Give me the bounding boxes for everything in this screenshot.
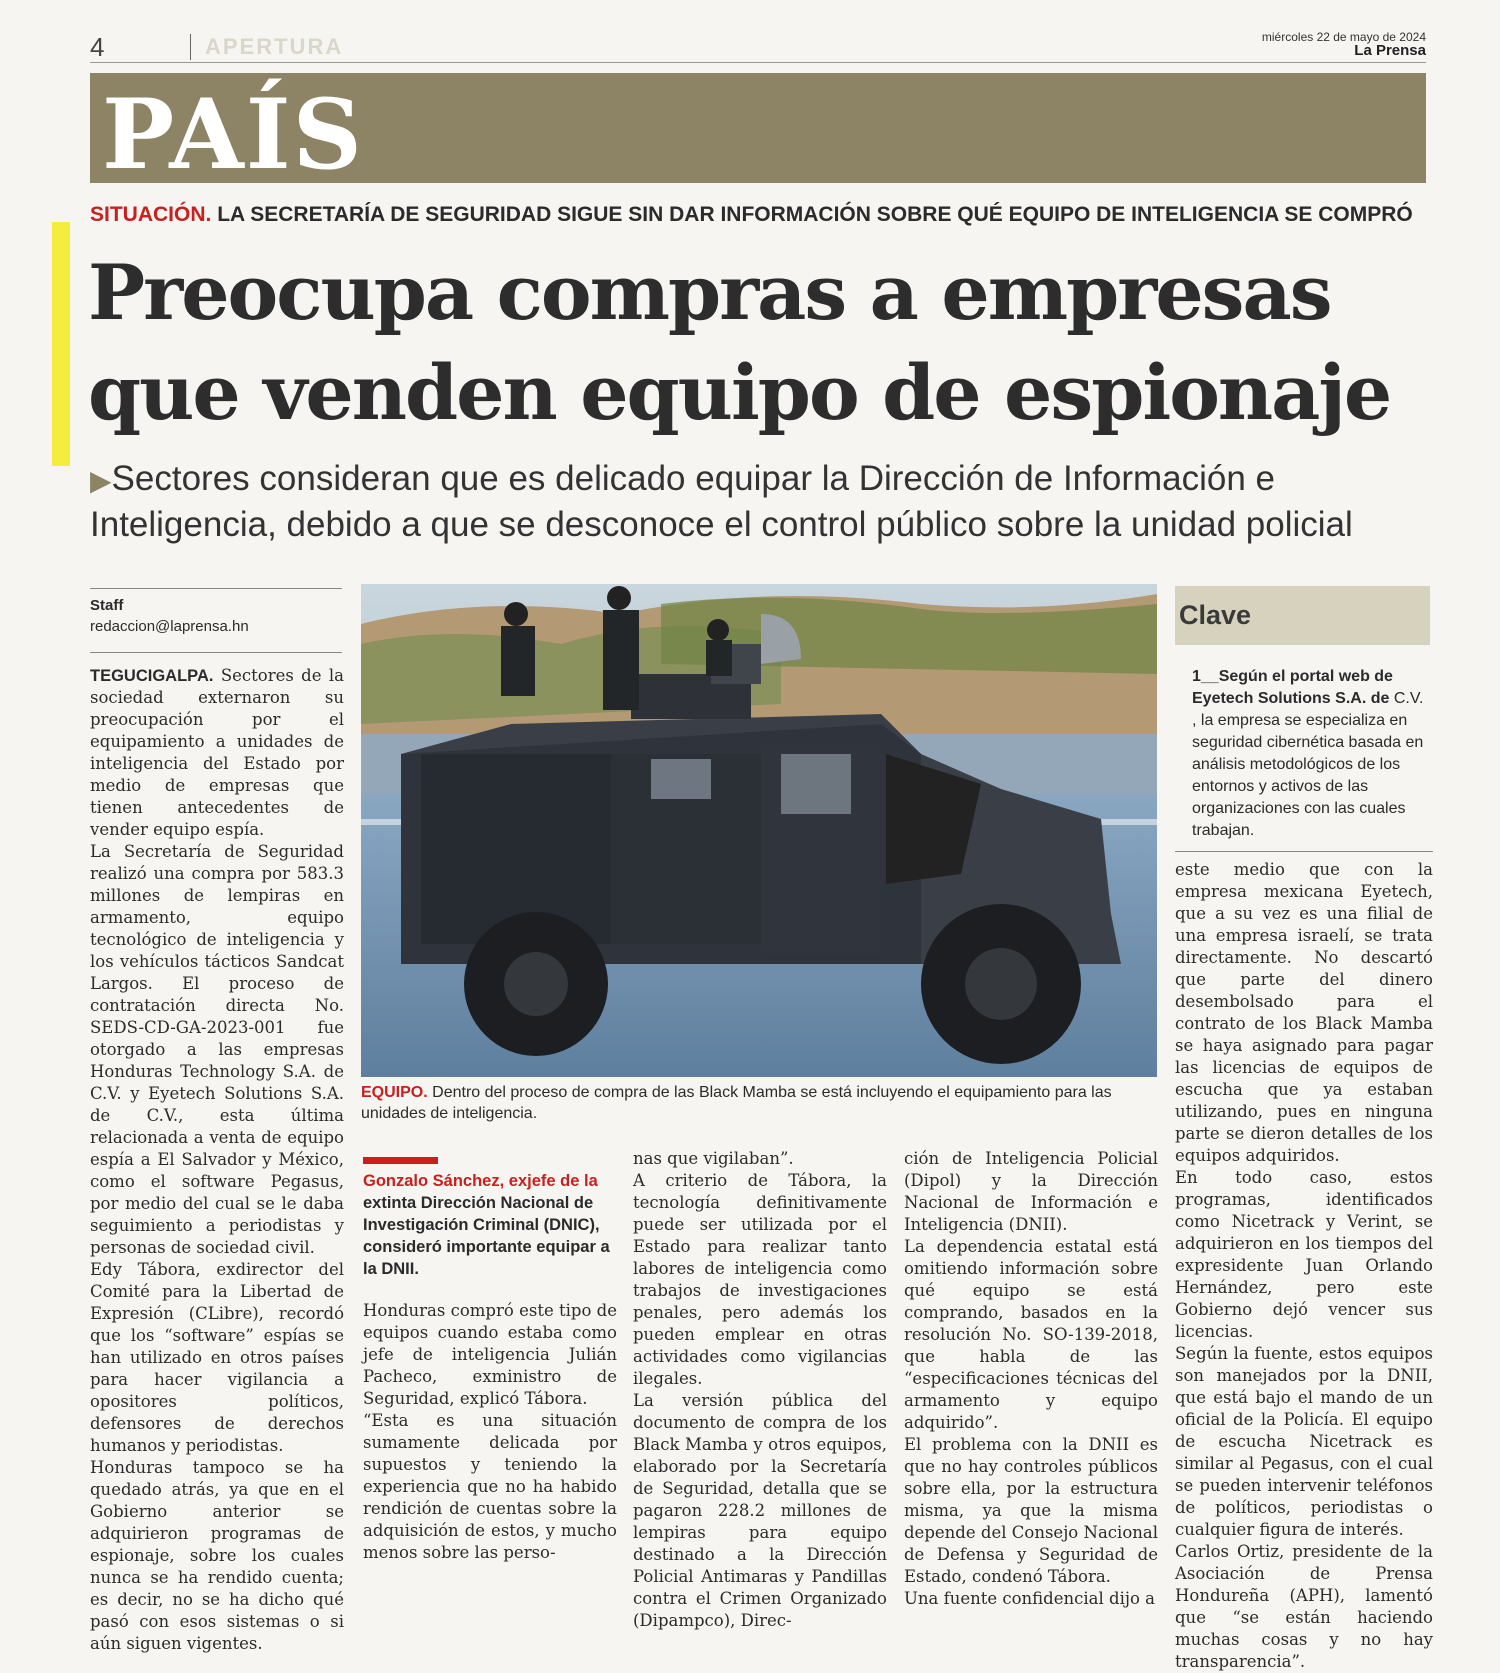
pull-quote-bar: [363, 1157, 438, 1164]
caption-label: EQUIPO.: [361, 1084, 428, 1101]
article-paragraph: El problema con la DNII es que no hay controles públicos sobre ella, por la estructura misma, ya que la misma depende del Consejo Nacional de Defensa y Seguridad de Estado, condenó Tábora.: [904, 1435, 1158, 1586]
caption-text: Dentro del proceso de compra de las Black Mamba se está incluyendo el equipamiento para las unidades de inteligencia.: [361, 1084, 1112, 1122]
armored-vehicle-photo: [361, 584, 1157, 1077]
clave-bold-text: Según el portal web de Eyetech Solutions S.A. de: [1192, 668, 1393, 707]
subheadline-text: Sectores consideran que es delicado equipar la Dirección de Información e Inteligencia, debido a que se desconoce el control público sobre la unidad policial: [90, 459, 1353, 544]
article-paragraph: este medio que con la empresa mexicana Eyetech, que a su vez es una filial de una empresa israelí, se trata directamente. No descartó que parte del dinero desembolsado para el contrato de los Black Mamba se haya asignado para pagar las licencias de equipos de escucha que ya estaban utilizando, pues en ninguna parte se dieron detalles de los equipos adquiridos.: [1175, 860, 1433, 1165]
folio-divider: [190, 34, 191, 60]
article-paragraph: A criterio de Tábora, la tecnología definitivamente puede ser utilizada por el Estado para realizar tanto labores de inteligencia como trabajos de investigaciones penales, pero además los pueden emplear en otras actividades como vigilancias ilegales.: [633, 1171, 887, 1388]
byline-name: Staff: [90, 597, 124, 614]
pull-quote: [363, 1170, 625, 1280]
article-paragraph: ción de Inteligencia Policial (Dipol) y la Dirección Nacional de Información e Inteligencia (DNII).: [904, 1149, 1158, 1234]
top-rule: [90, 62, 1426, 63]
article-paragraph: Carlos Ortiz, presidente de la Asociación de Prensa Hondureña (APH), lamentó que “se están haciendo muchas cosas y no hay transparencia”.: [1175, 1542, 1433, 1671]
ghost-section-label: APERTURA: [205, 34, 344, 59]
article-paragraph: Honduras tampoco se ha quedado atrás, ya que en el Gobierno anterior se adquirieron programas de espionaje, sobre los cuales nunca se ha rendido cuenta; es decir, no se ha dicho qué pasó con esos sistemas o si aún siguen vigentes.: [90, 1458, 344, 1653]
clave-title: Clave: [1179, 600, 1252, 630]
article-paragraph: Una fuente confidencial dijo a: [904, 1589, 1155, 1608]
article-paragraph: La dependencia estatal está omitiendo información sobre qué equipo se está comprando, basados en la resolución No. SO-139-2018, que habla de las “especificaciones técnicas del armamento y equipo adquirido”.: [904, 1237, 1158, 1432]
article-column-3: [633, 1148, 887, 1632]
headline-line-1: Preocupa compras a empresas: [88, 248, 1331, 337]
highlighter-mark: [52, 222, 70, 466]
clave-text: 1__Según el portal web de Eyetech Solutions S.A. de C.V. , la empresa se especializa en seguridad cibernética basada en análisis metodológicos de los entornos y activos de las organizaciones con las cuales trabajan.: [1192, 668, 1424, 839]
subheadline: [90, 457, 1430, 547]
headline: [88, 243, 1448, 443]
kicker-text: LA SECRETARÍA DE SEGURIDAD SIGUE SIN DAR INFORMACIÓN SOBRE QUÉ EQUIPO DE INTELIGENCIA SE COMPRÓ: [217, 203, 1413, 226]
kicker: [90, 203, 1413, 227]
byline-rule-top: [90, 588, 342, 589]
article-column-4: [904, 1148, 1158, 1610]
article-paragraph: nas que vigilaban”.: [633, 1149, 794, 1168]
paragraph-text: Sectores de la sociedad externaron su preocupación por el equipamiento a unidades de inteligencia del Estado por medio de empresas que tienen antecedentes de vender equipo espía.: [90, 666, 344, 839]
article-column-5: [1175, 859, 1433, 1673]
dateline: TEGUCIGALPA.: [90, 667, 214, 685]
issue-date: miércoles 22 de mayo de 2024: [1261, 30, 1426, 44]
article-paragraph: [90, 665, 344, 841]
article-paragraph: En todo caso, estos programas, identificados como Nicetrack y Verint, se adquirieron en los tiempos del expresidente Juan Orlando Hernández, pero este Gobierno dejó vencer sus licencias.: [1175, 1168, 1433, 1341]
pull-quote-name: Gonzalo Sánchez, exjefe de la: [363, 1172, 598, 1190]
section-title: PAÍS: [102, 78, 364, 191]
clave-number: 1: [1192, 668, 1201, 685]
article-column-1: [90, 665, 344, 1655]
article-paragraph: Edy Tábora, exdirector del Comité para la Libertad de Expresión (CLibre), recordó que los “software” espías se han utilizado en otros países para hacer vigilancia a opositores políticos, defensores de derechos humanos y periodistas.: [90, 1260, 344, 1455]
article-paragraph: La versión pública del documento de compra de los Black Mamba y otros equipos, elaborado por la Secretaría de Seguridad, detalla que se pagaron 228.2 millones de lempiras para equipo destinado a la Dirección Policial Antimaras y Pandillas contra el Crimen Organizado (Dipampco), Direc-: [633, 1391, 887, 1630]
kicker-label: SITUACIÓN.: [90, 203, 212, 226]
pull-quote-text: extinta Dirección Nacional de Investigación Criminal (DNIC), consideró importante equipar a la DNII.: [363, 1194, 610, 1278]
clave-rule: [1175, 851, 1433, 852]
headline-line-2: que venden equipo de espionaje: [88, 348, 1391, 437]
clave-body-text: C.V. , la empresa se especializa en seguridad cibernética basada en análisis metodológicos de los entornos y activos de las organizaciones con las cuales trabajan.: [1192, 690, 1424, 839]
article-paragraph: “Esta es una situación sumamente delicada por supuestos y teniendo la experiencia que no ha habido rendición de cuentas sobre la adquisición de estos, y mucho menos sobre las perso-: [363, 1411, 617, 1562]
page-number: 4: [90, 32, 105, 62]
article-paragraph: Honduras compró este tipo de equipos cuando estaba como jefe de inteligencia Julián Pacheco, exministro de Seguridad, explicó Tábora.: [363, 1301, 617, 1408]
triangle-bullet-icon: ▶: [90, 465, 112, 496]
newspaper-name: La Prensa: [1354, 42, 1426, 59]
article-column-2: [363, 1300, 617, 1564]
photo-caption: [361, 1082, 1161, 1124]
byline-rule-bottom: [90, 652, 342, 653]
byline-email: redaccion@laprensa.hn: [90, 618, 249, 635]
article-paragraph: Según la fuente, estos equipos son manejados por la DNII, que está bajo el mando de un oficial de la Policía. El equipo de escucha Nicetrack es similar al Pegasus, con el cual se pueden intervenir teléfonos de políticos, periodistas o cualquier figura de interés.: [1175, 1344, 1433, 1539]
article-paragraph: La Secretaría de Seguridad realizó una compra por 583.3 millones de lempiras en armamento, equipo tecnológico de inteligencia y los vehículos tácticos Sandcat Largos. El proceso de contratación directa No. SEDS-CD-GA-2023-001 fue otorgado a las empresas Honduras Technology S.A. de C.V. y Eyetech Solutions S.A. de C.V., esta última relacionada a venta de equipo espía a El Salvador y México, como el software Pegasus, por medio del cual se le daba seguimiento a periodistas y personas de sociedad civil.: [90, 842, 344, 1257]
